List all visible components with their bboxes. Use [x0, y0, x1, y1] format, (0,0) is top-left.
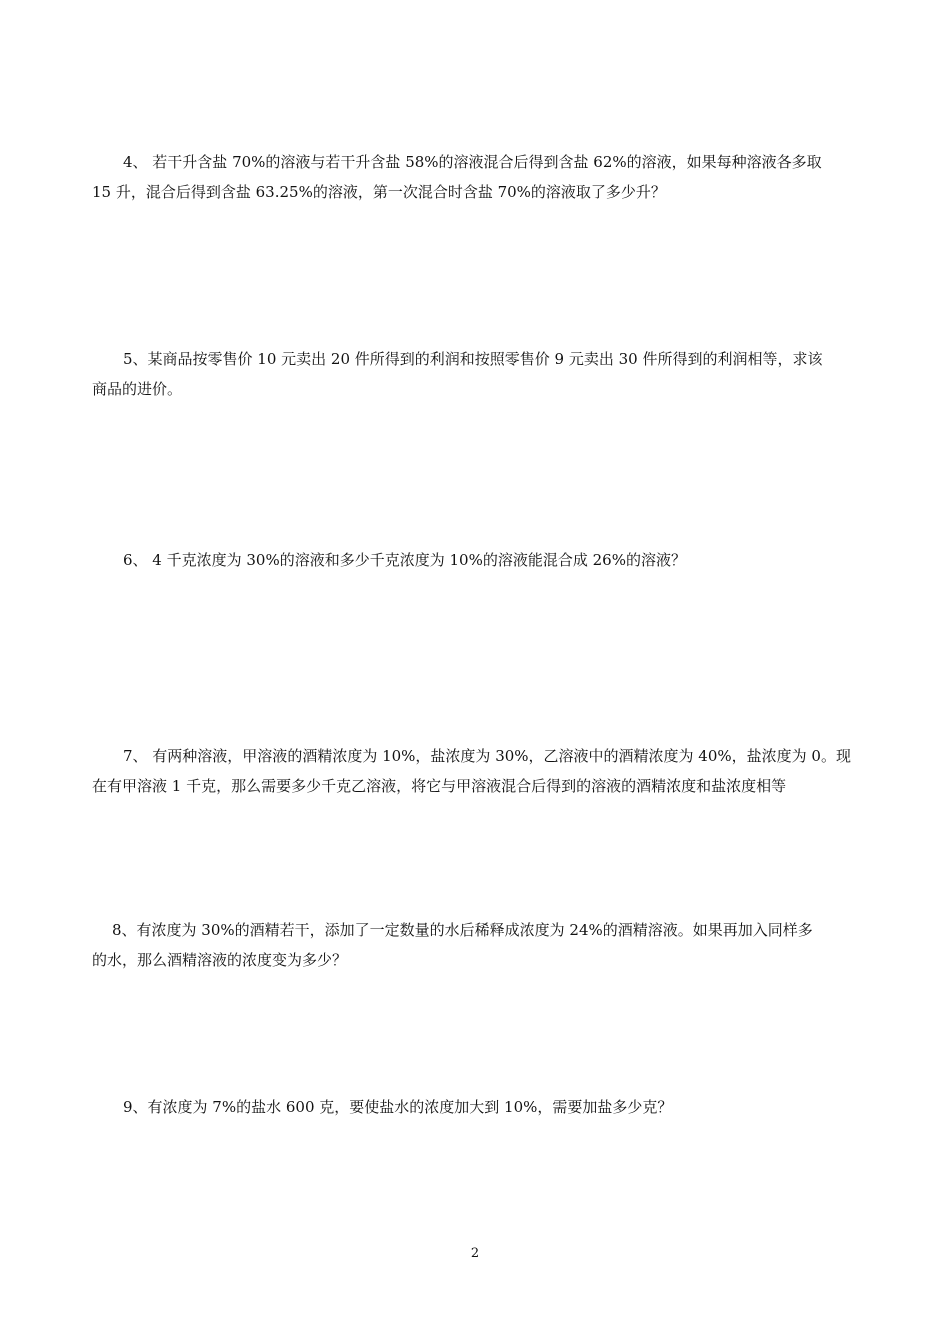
problem-7	[92, 741, 862, 801]
page-number: 2	[470, 1246, 480, 1261]
problem-7-line-1: 7、 有两种溶液，甲溶液的酒精浓度为 10%，盐浓度为 30%，乙溶液中的酒精浓度为 40%，盐浓度为 0。现	[123, 747, 851, 765]
problem-6-line-1: 6、 4 千克浓度为 30%的溶液和多少千克浓度为 10%的溶液能混合成 26%的溶液？	[123, 551, 686, 569]
problem-6	[92, 545, 862, 575]
problem-8	[92, 915, 862, 975]
problem-4-line-1: 4、 若干升含盐 70%的溶液与若干升含盐 58%的溶液混合后得到含盐 62%的溶液，如果每种溶液各多取	[123, 153, 822, 171]
problem-4	[92, 147, 862, 207]
problem-9-line-1: 9、有浓度为 7%的盐水 600 克，要使盐水的浓度加大到 10%，需要加盐多少克？	[123, 1098, 673, 1116]
problem-5	[92, 344, 862, 404]
problem-7-line-2: 在有甲溶液 1 千克，那么需要多少千克乙溶液，将它与甲溶液混合后得到的溶液的酒精浓度和盐浓度相等	[92, 777, 787, 795]
problem-5-line-1: 5、某商品按零售价 10 元卖出 20 件所得到的利润和按照零售价 9 元卖出 30 件所得到的利润相等，求该	[123, 350, 823, 368]
problem-8-line-1: 8、有浓度为 30%的酒精若干，添加了一定数量的水后稀释成浓度为 24%的酒精溶液。如果再加入同样多	[112, 921, 813, 939]
problem-8-line-2: 的水，那么酒精溶液的浓度变为多少？	[92, 951, 348, 969]
problem-9	[92, 1092, 862, 1122]
problem-4-line-2: 15 升，混合后得到含盐 63.25%的溶液，第一次混合时含盐 70%的溶液取了多少升？	[92, 183, 666, 201]
problem-5-line-2: 商品的进价。	[92, 380, 183, 398]
